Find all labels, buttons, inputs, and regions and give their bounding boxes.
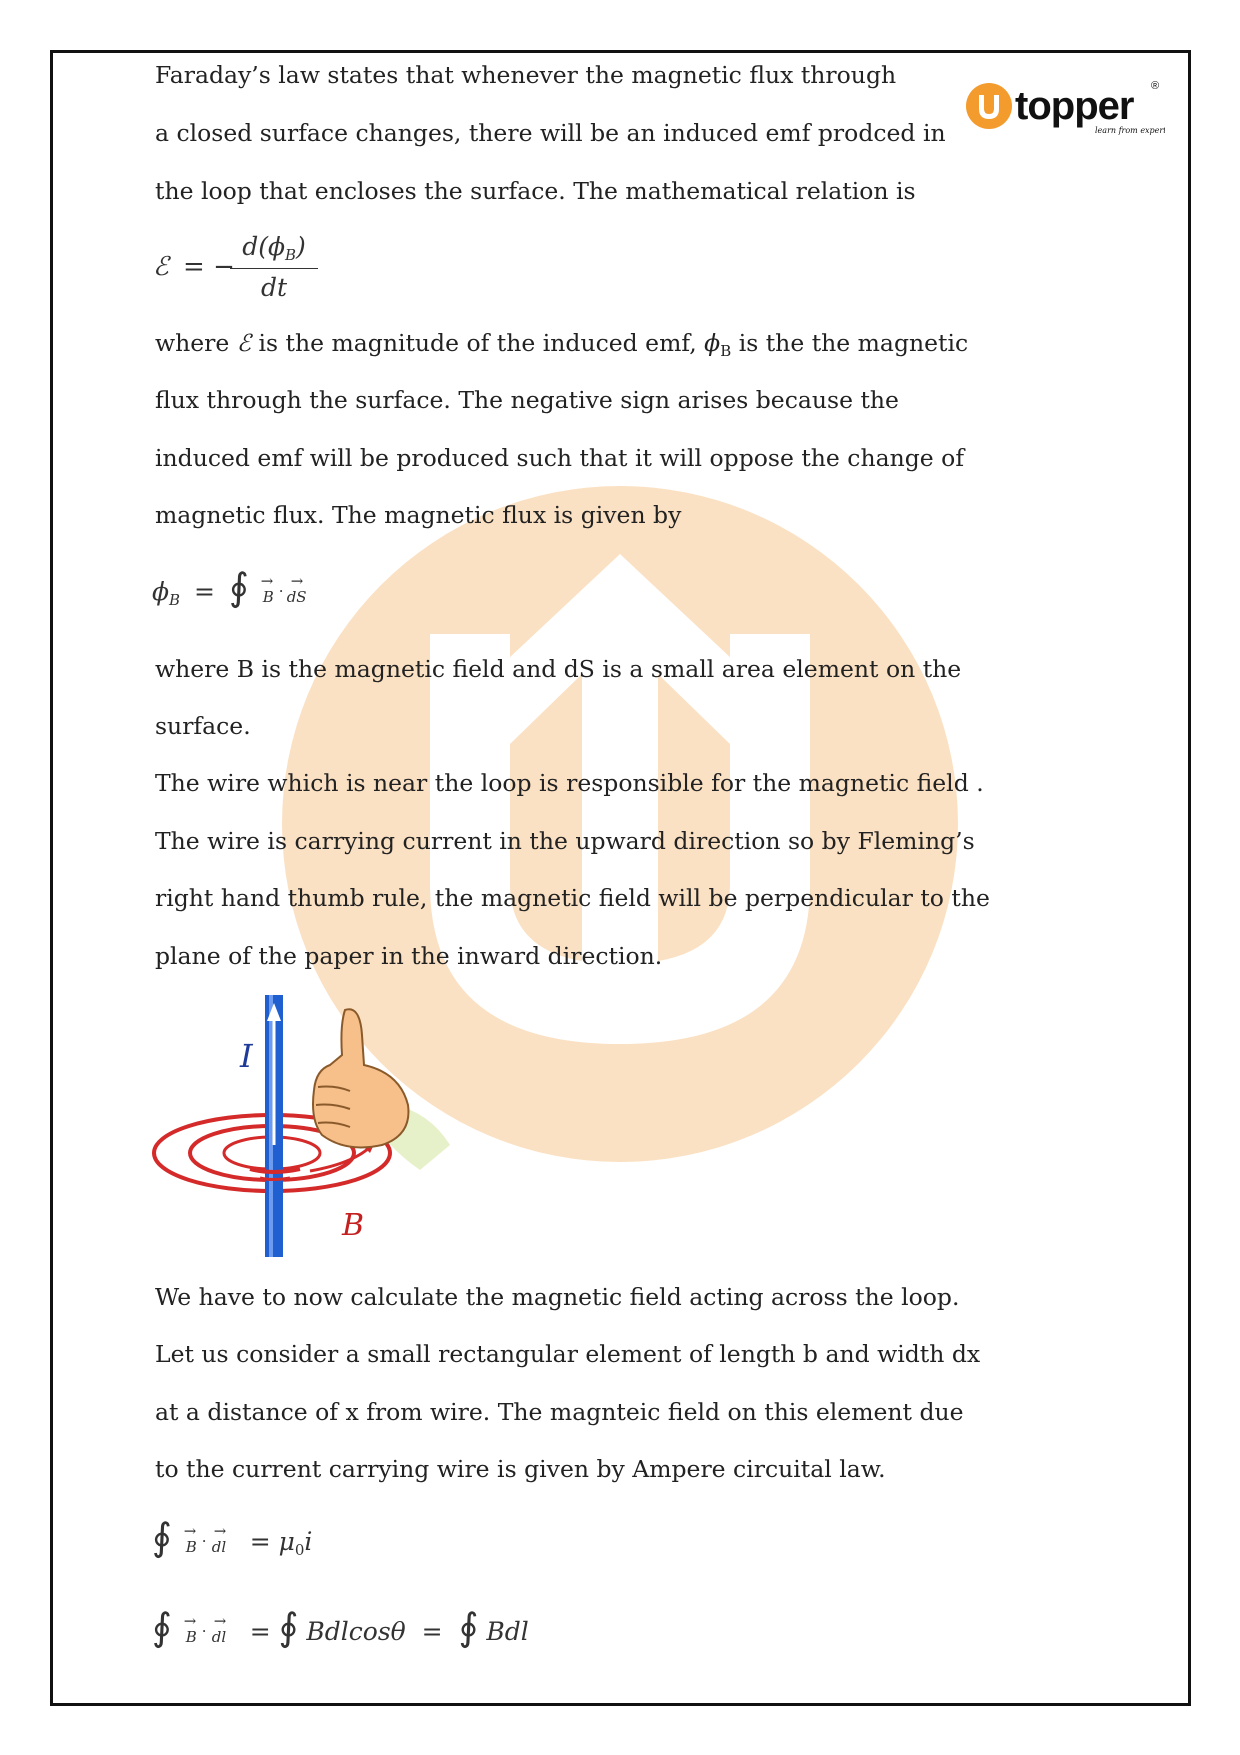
logo-registered-mark: ® (1151, 80, 1160, 92)
emf-symbol-inline: ℰ (236, 329, 252, 357)
equals-minus: = − (183, 252, 235, 282)
text-line: We have to now calculate the magnetic field acting across the loop. (155, 1283, 960, 1311)
ampere-law-equation: ∮ → B · → dl = $\mu_0i$ (152, 1515, 313, 1559)
text-line: right hand thumb rule, the magnetic field will be perpendicular to the (155, 884, 990, 912)
field-label: B (342, 1208, 365, 1243)
text-line: surface. (155, 712, 251, 740)
text-line: at a distance of x from wire. The magnteic field on this element due (155, 1398, 964, 1426)
logo-circle-icon (966, 83, 1012, 129)
text-line: Faraday’s law states that whenever the magnetic flux through (155, 61, 897, 89)
text-line: flux through the surface. The negative sign arises because the (155, 386, 899, 414)
text-line: The wire which is near the loop is responsible for the magnetic field . (155, 769, 984, 797)
fraction-bar (230, 268, 318, 269)
text-line: The wire is carrying current in the upward direction so by Fleming’s (155, 827, 975, 855)
emf-symbol: ℰ (153, 252, 169, 282)
contour-integral-icon: ∮ (228, 565, 249, 609)
emf-equation-lhs (153, 252, 235, 282)
contour-integral-icon: ∮ (152, 1605, 172, 1649)
text-line: where B is the magnetic field and dS is a small area element on the (155, 655, 962, 683)
fraction-denominator: dt (260, 273, 288, 302)
logo-brand-text: topper (1015, 84, 1134, 128)
text-line: a closed surface changes, there will be an induced emf prodced in (155, 119, 946, 147)
current-label: I (240, 1037, 253, 1075)
text-line: magnetic flux. The magnetic flux is given by (155, 501, 682, 529)
right-hand-thumb-rule-figure (150, 995, 490, 1257)
topper-logo (965, 75, 1165, 145)
logo-tagline: learn from experts (1095, 126, 1165, 135)
contour-integral-icon: ∮ (458, 1605, 479, 1649)
flux-equation: $\phi_B$ = ∮ → B · → dS (152, 565, 307, 609)
text-line: to the current carrying wire is given by Ampere circuital law. (155, 1455, 886, 1483)
text-line: induced emf will be produced such that it will oppose the change of (155, 444, 965, 472)
hand-icon (313, 1009, 450, 1170)
text-line: Let us consider a small rectangular element of length b and width dx (155, 1340, 981, 1368)
text-line: plane of the paper in the inward direction. (155, 942, 663, 970)
text-line: where ℰ is the magnitude of the induced emf, $\phi_B$ is the the magnetic (155, 329, 969, 360)
integral-expansion-equation: ∮ → B · → dl = ∮ Bdlcosθ = ∮ Bdl (152, 1605, 529, 1649)
contour-integral-icon: ∮ (152, 1515, 172, 1559)
flux-derivative-fraction (230, 232, 318, 302)
phi-inline: ϕ (704, 329, 721, 357)
fraction-numerator: $d(\phi_B)$ (242, 232, 306, 264)
text-line: the loop that encloses the surface. The mathematical relation is (155, 177, 916, 205)
contour-integral-icon: ∮ (278, 1605, 299, 1649)
